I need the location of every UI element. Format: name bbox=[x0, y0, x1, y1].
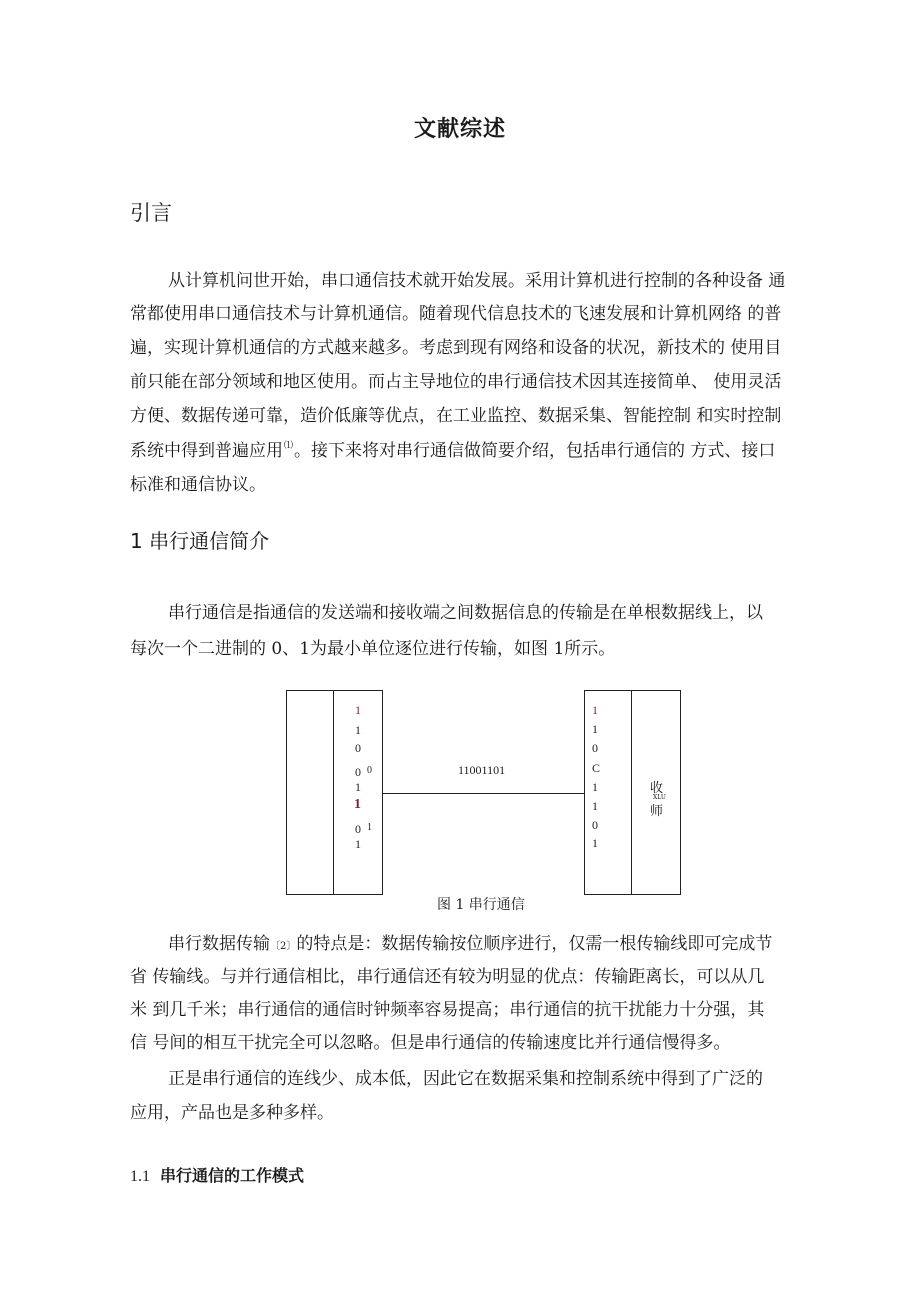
receiver-label-mid: XLU bbox=[653, 794, 666, 801]
receiver-label-top: 收 bbox=[650, 781, 664, 796]
sender-bit: 1 bbox=[355, 837, 361, 851]
s1-para3-line-1: 正是串行通信的连线少、成本低，因此它在数据采集和控制系统中得到了广泛的 bbox=[168, 1069, 763, 1089]
intro-line-7: 标准和通信协议。 bbox=[130, 475, 266, 495]
sender-bit: 0 bbox=[355, 822, 361, 836]
intro-line-5: 方便、数据传递可靠，造价低廉等优点，在工业监控、数据采集、智能控制 和实时控制 bbox=[130, 406, 782, 426]
receiver-bit: 1 bbox=[592, 703, 598, 717]
receiver-bit: 1 bbox=[592, 722, 598, 736]
s1-para2-line-1: 串行数据传输〔2〕的特点是：数据传输按位顺序进行，仅需一根传输线即可完成节 bbox=[168, 934, 773, 954]
citation-2: 〔2〕 bbox=[270, 941, 297, 952]
figure-caption: 图 1 串行通信 bbox=[437, 897, 525, 913]
intro-heading: 引言 bbox=[130, 201, 172, 225]
s1-para1-line-1: 串行通信是指通信的发送端和接收端之间数据信息的传输是在单根数据线上，以 bbox=[168, 603, 763, 623]
intro-line-1: 从计算机问世开始，串口通信技术就开始发展。采用计算机进行控制的各种设备 通 bbox=[168, 271, 786, 291]
sender-bit: 0 bbox=[355, 741, 361, 755]
s1-para2-line-4: 信 号间的相互干扰完全可以忽略。但是串行通信的传输速度比并行通信慢得多。 bbox=[130, 1033, 731, 1053]
sender-bit-alt: 0 bbox=[367, 765, 372, 776]
s1-para3-line-2: 应用，产品也是多种多样。 bbox=[130, 1103, 334, 1123]
section-1-1-heading: 1.1 串行通信的工作模式 bbox=[130, 1166, 305, 1185]
receiver-bit: 0 bbox=[592, 818, 598, 832]
s1-para1-line-2: 每次一个二进制的 0、1为最小单位逐位进行传输，如图 1所示。 bbox=[130, 639, 616, 659]
sender-bit: 1 bbox=[355, 780, 361, 794]
intro-line-2: 常都使用串口通信技术与计算机通信。随着现代信息技术的飞速发展和计算机网络 的普 bbox=[130, 304, 782, 324]
intro-line-6: 系统中得到普遍应用⑴。接下来将对串行通信做简要介绍，包括串行通信的 方式、接口 bbox=[130, 441, 776, 461]
transmission-line bbox=[383, 793, 584, 794]
bit-stream-label: 11001101 bbox=[458, 763, 506, 777]
s1-para2-line-3: 米 到几千米；串行通信的通信时钟频率容易提高；串行通信的抗干扰能力十分强，其 bbox=[130, 1000, 765, 1020]
sender-bit: 1 bbox=[354, 797, 361, 812]
sender-divider bbox=[333, 690, 334, 895]
receiver-bit: 1 bbox=[592, 836, 598, 850]
sender-bit: 1 bbox=[355, 723, 361, 737]
intro-line-4: 前只能在部分领域和地区使用。而占主导地位的串行通信技术因其连接简单、 使用灵活 bbox=[130, 372, 782, 392]
receiver-box bbox=[584, 690, 681, 895]
receiver-divider bbox=[631, 690, 632, 895]
page-title: 文献综述 bbox=[413, 116, 506, 142]
s1-para2-line-2: 省 传输线。与并行通信相比，串行通信还有较为明显的优点：传输距离长，可以从几 bbox=[130, 967, 765, 987]
receiver-bit: 0 bbox=[592, 741, 598, 755]
sender-bit: 1 bbox=[355, 703, 361, 717]
sender-box bbox=[286, 690, 383, 895]
sender-bit-alt: 1 bbox=[367, 822, 372, 833]
section-1-heading: 1 串行通信简介 bbox=[130, 529, 270, 553]
receiver-bit: 1 bbox=[592, 799, 598, 813]
receiver-bit: C bbox=[592, 761, 601, 775]
sender-bit: 0 bbox=[355, 765, 361, 779]
citation-1: ⑴ bbox=[284, 441, 294, 451]
receiver-bit: 1 bbox=[592, 780, 598, 794]
intro-line-3: 遍，实现计算机通信的方式越来越多。考虑到现有网络和设备的状况，新技术的 使用目 bbox=[130, 338, 782, 358]
receiver-label-bottom: 师 bbox=[650, 804, 664, 819]
